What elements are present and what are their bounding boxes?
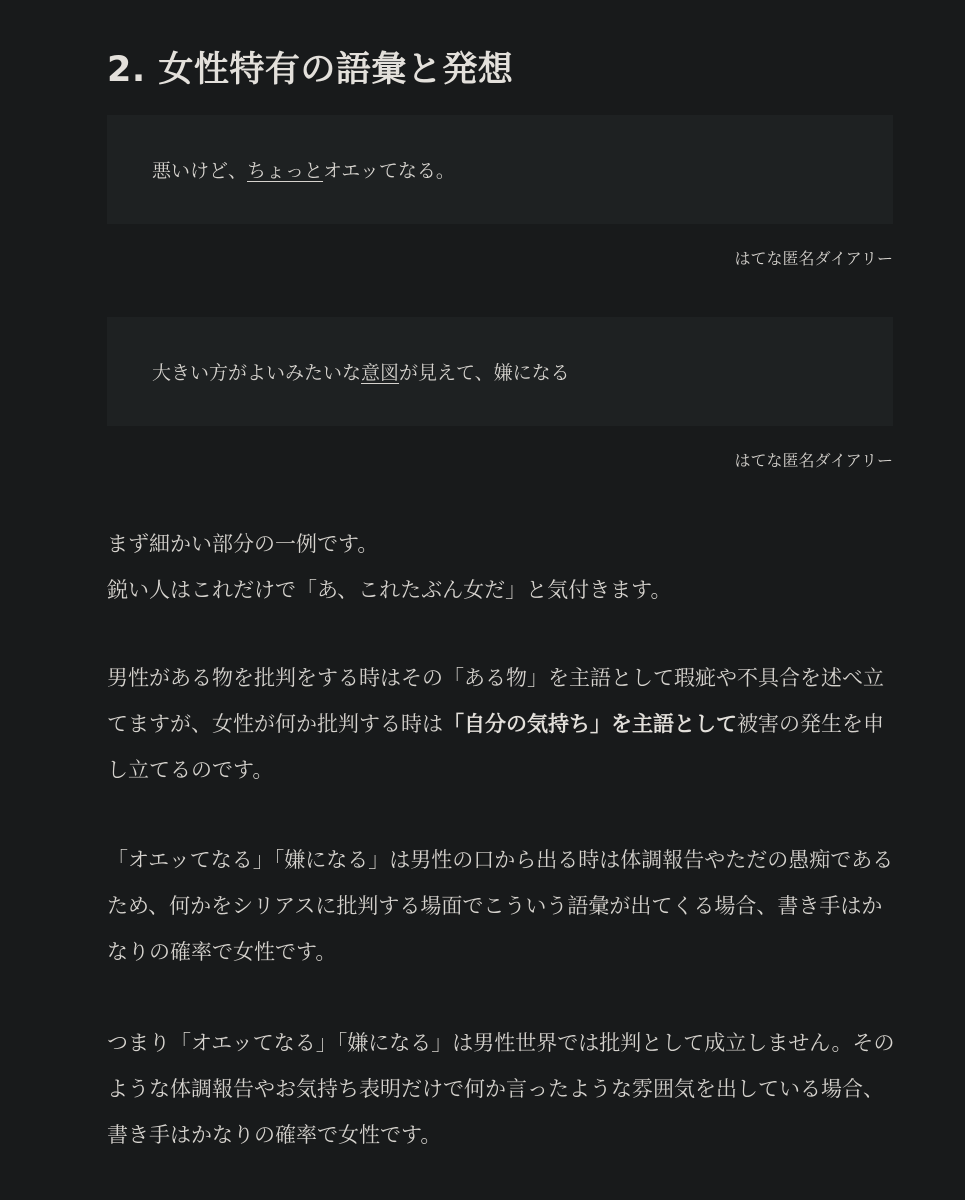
quote-text: [152, 358, 570, 385]
paragraph-3: 「オエッてなる」「嫌になる」は男性の口から出る時は体調報告やただの愚痴であるため、何かをシリアスに批判する場面でこういう語彙が出てくる場合、書き手はかなりの確率で女性です。: [107, 848, 894, 964]
quote-text-before: 大きい方がよいみたいな: [152, 362, 362, 384]
paragraph-4: つまり「オエッてなる」「嫌になる」は男性世界では批判として成立しません。そのような体調報告やお気持ち表明だけで何か言ったような雰囲気を出している場合、書き手はかなりの確率で女性です。: [107, 1031, 895, 1147]
keyword-link[interactable]: 意図: [361, 362, 400, 384]
quote-text: [152, 156, 455, 183]
paragraph-line: まず細かい部分の一例です。: [107, 532, 379, 556]
blockquote-1: [107, 115, 893, 224]
blockquote-2: [107, 317, 893, 426]
quote-text-after: オエッてなる。: [323, 160, 455, 182]
keyword-link[interactable]: ちょっと: [247, 160, 324, 182]
quote-text-after: が見えて、嫌になる: [399, 362, 570, 384]
quote-source[interactable]: はてな匿名ダイアリー: [734, 451, 893, 470]
emphasis-text: 「自分の気持ち」を主語として: [443, 712, 737, 736]
section-heading: 2. 女性特有の語彙と発想: [107, 50, 514, 90]
paragraph-text-after: 被害の発生を申し立てるのです。: [107, 712, 884, 782]
paragraph-2: [107, 655, 897, 793]
paragraph-line: 鋭い人はこれだけで「あ、これたぶん女だ」と気付きます。: [107, 578, 672, 602]
paragraph-1: [107, 521, 897, 613]
quote-source[interactable]: はてな匿名ダイアリー: [734, 249, 893, 268]
quote-text-before: 悪いけど、: [152, 160, 248, 182]
paragraph-text-before: 男性がある物を批判をする時はその「ある物」を主語として瑕疵や不具合を述べ立てますが、女性が何か批判する時は: [107, 666, 884, 736]
